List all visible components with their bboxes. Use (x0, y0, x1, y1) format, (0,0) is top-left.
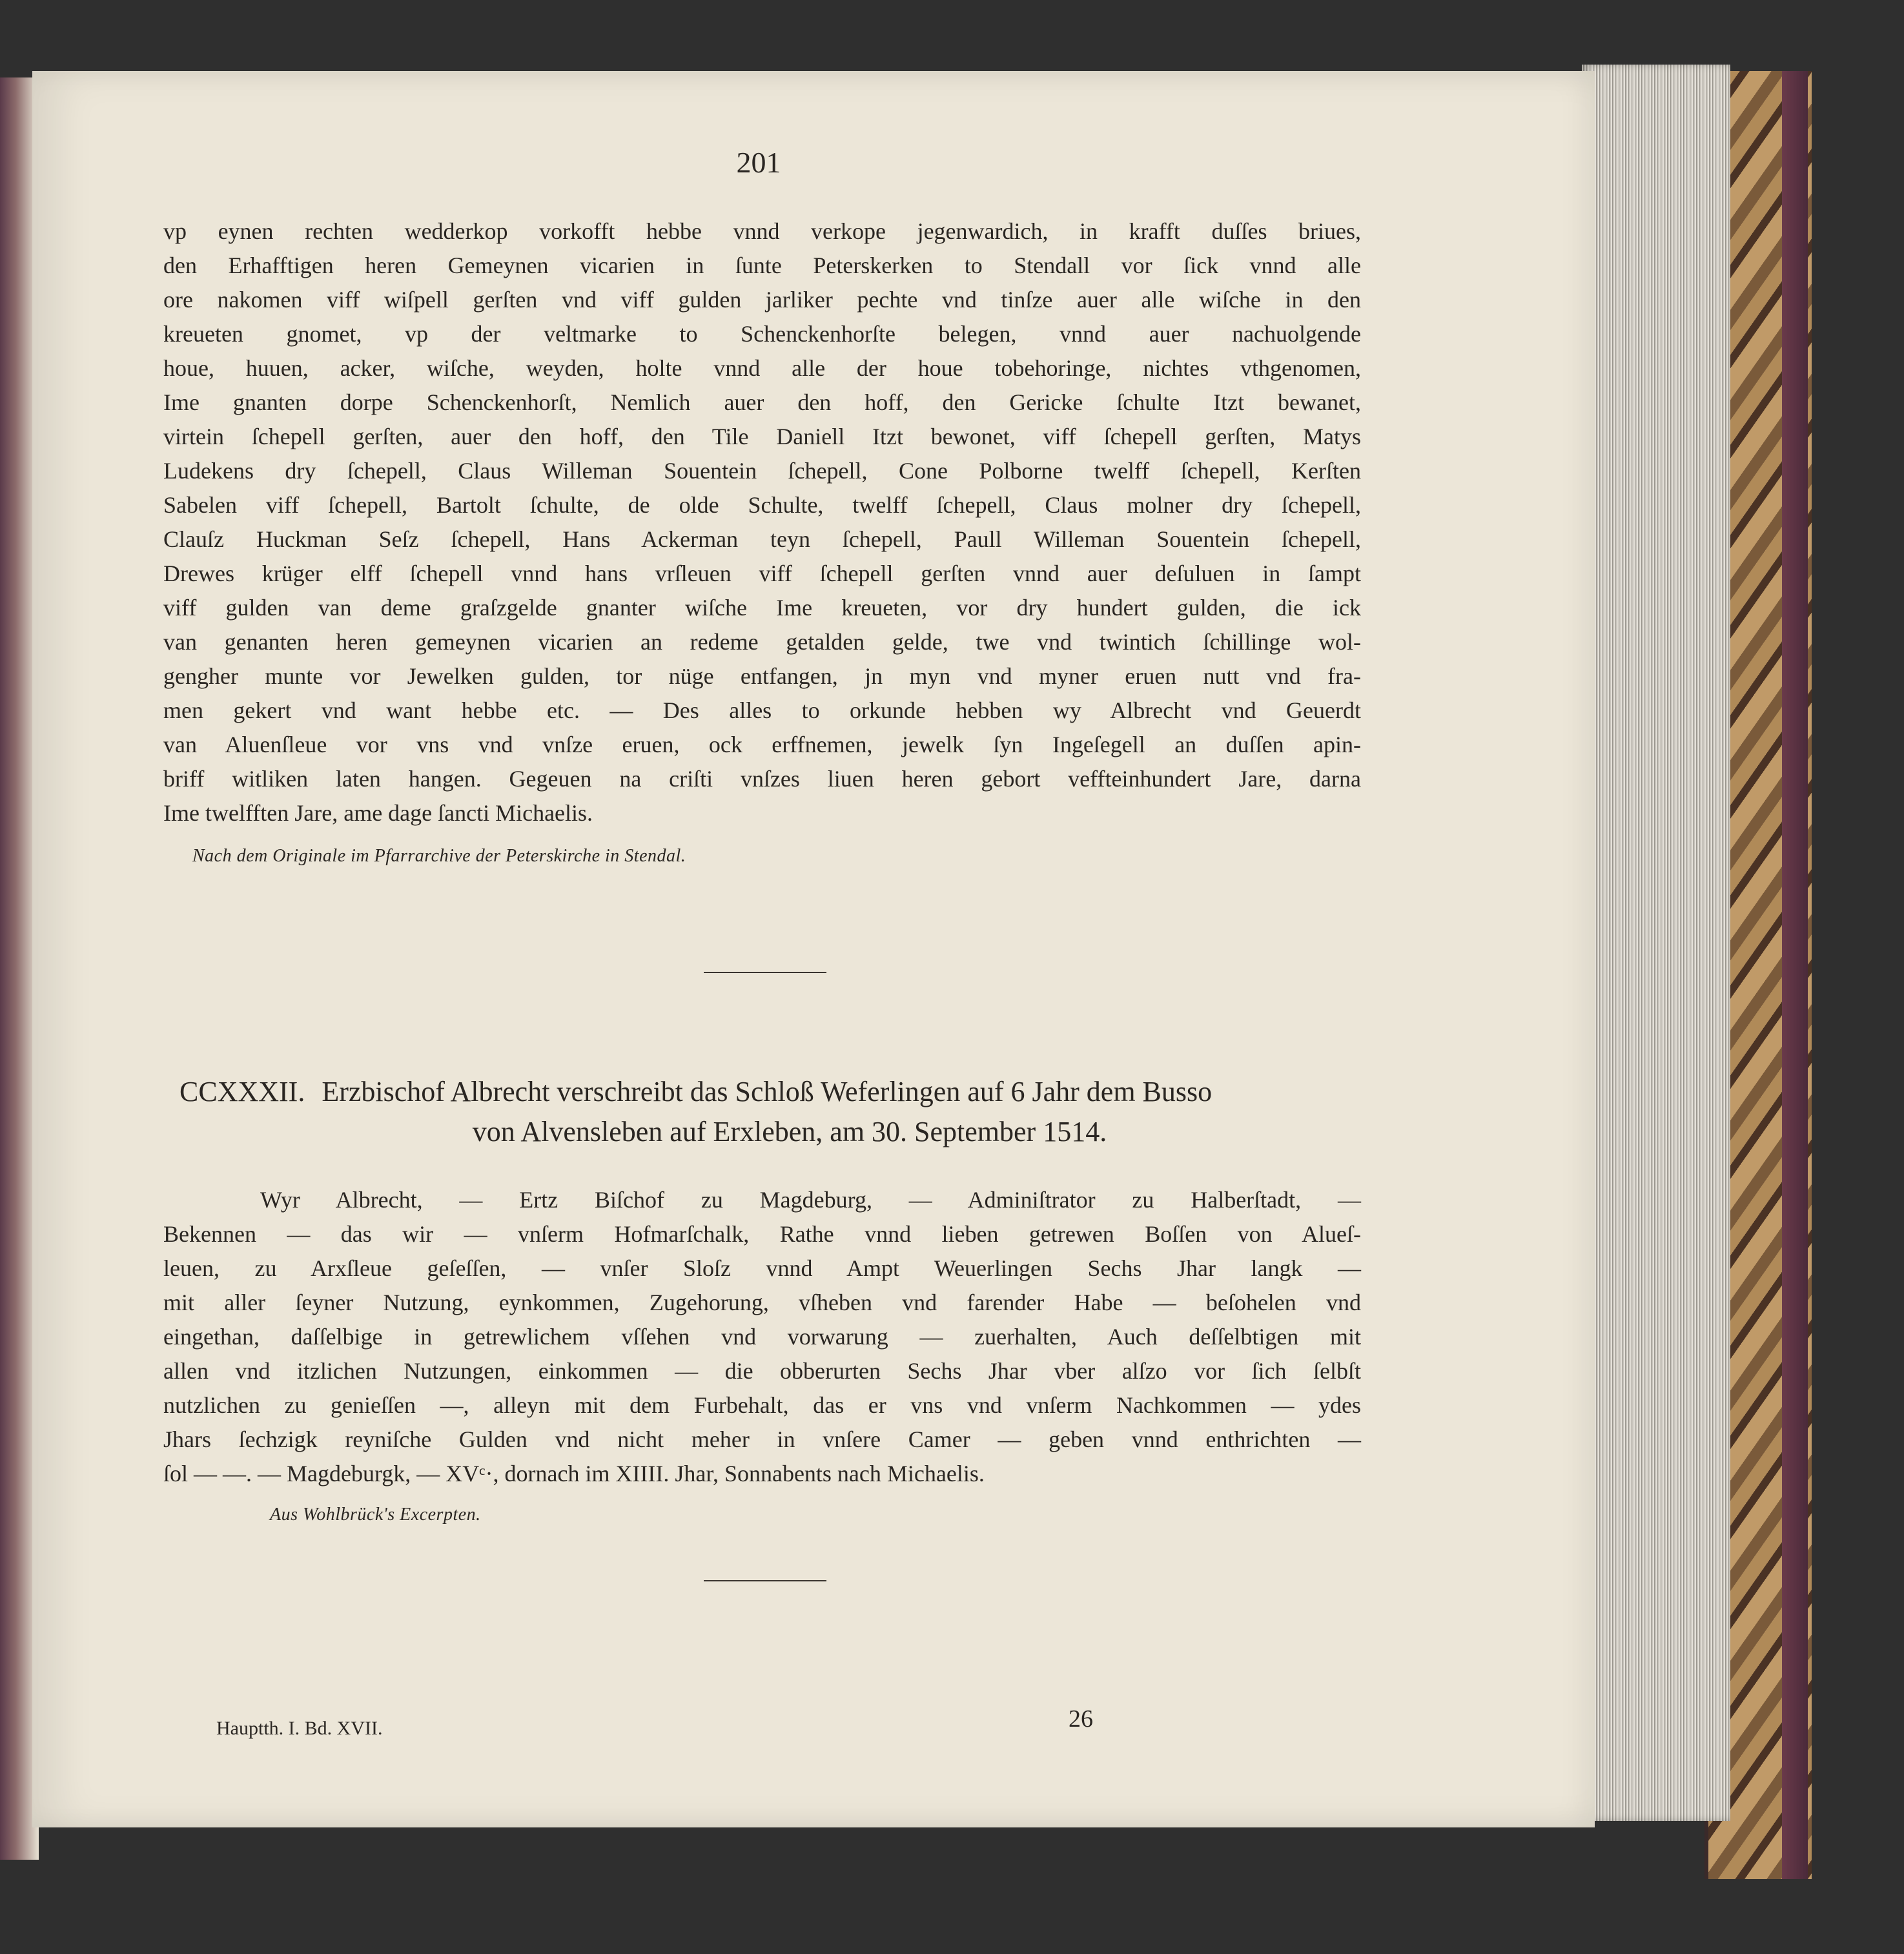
document-2-heading-line-2: von Alvensleben auf Erxleben, am 30. September 1514. (472, 1116, 1107, 1147)
document-2-body (163, 1183, 1361, 1491)
text-line: houe, huuen, acker, wiſche, weyden, holte vnnd alle der houe tobehoringe, nichtes vthgenomen, (163, 355, 1361, 381)
text-line: allen vnd itzlichen Nutzungen, einkommen — die obberurten Sechs Jhar vber alſzo vor ſich ſelbſt (163, 1358, 1361, 1384)
page-block-edge (1582, 65, 1730, 1821)
text-line: van genanten heren gemeynen vicarien an redeme getalden gelde, twe vnd twintich ſchillinge wol- (163, 629, 1361, 655)
document-1-body (163, 214, 1361, 830)
text-line: Ime gnanten dorpe Schenckenhorſt, Nemlich auer den hoff, den Gericke ſchulte Itzt bewanet, (163, 389, 1361, 415)
section-divider-2 (704, 1580, 826, 1581)
text-line: van Aluenſleue vor vns vnd vnſze eruen, ock erffnemen, jewelk ſyn Ingeſegell an duſſen apin- (163, 732, 1361, 757)
text-line: eingethan, daſſelbige in getrewlichem vſſehen vnd vorwarung — zuerhalten, Auch deſſelbtigen mit (163, 1324, 1361, 1350)
footer-volume-reference: Hauptth. I. Bd. XVII. (216, 1718, 383, 1739)
text-line: viff gulden van deme graſzgelde gnanter wiſche Ime kreueten, vor dry hundert gulden, die ick (163, 595, 1361, 621)
text-line: gengher munte vor Jewelken gulden, tor nüge entfangen, jn myn vnd myner eruen nutt vnd fra- (163, 663, 1361, 689)
text-line: kreueten gnomet, vp der veltmarke to Schenckenhorſte belegen, vnnd auer nachuolgende (163, 321, 1361, 347)
document-1-source-note: Nach dem Originale im Pfarrarchive der Peterskirche in Stendal. (192, 846, 686, 866)
text-line: Drewes krüger elff ſchepell vnnd hans vrſleuen viff ſchepell gerſten vnnd auer deſuluen in ſampt (163, 560, 1361, 586)
footer-signature-mark: 26 (1069, 1705, 1093, 1733)
text-line: mit aller ſeyner Nutzung, eynkommen, Zugehorung, vſheben vnd farender Habe — beſohelen vnd (163, 1290, 1361, 1315)
text-line: nutzlichen zu genieſſen —, alleyn mit dem Furbehalt, das er vns vnd vnſerm Nachkommen — ydes (163, 1392, 1361, 1418)
text-line: men gekert vnd want hebbe etc. — Des alles to orkunde hebben wy Albrecht vnd Geuerdt (163, 697, 1361, 723)
page-number: 201 (736, 146, 781, 179)
text-line: Bekennen — das wir — vnſerm Hofmarſchalk, Rathe vnnd lieben getrewen Boſſen von Alueſ- (163, 1221, 1361, 1247)
document-2-source-note: Aus Wohlbrück's Excerpten. (270, 1505, 481, 1525)
section-divider (704, 972, 826, 973)
text-line: briff witliken laten hangen. Gegeuen na criſti vnſzes liuen heren gebort veffteinhundert Jare, darna (163, 766, 1361, 792)
document-2-numeral: CCXXXII. (179, 1076, 305, 1107)
document-2-heading-text: Erzbischof Albrecht verschreibt das Schloß Weferlingen auf 6 Jahr dem Busso (322, 1076, 1213, 1107)
text-line: ore nakomen viff wiſpell gerſten vnd viff gulden jarliker pechte vnd tinſze auer alle wiſche in den (163, 287, 1361, 313)
text-line: virtein ſchepell gerſten, auer den hoff, den Tile Daniell Itzt bewonet, viff ſchepell gerſten, Matys (163, 424, 1361, 449)
book-cover-spine-edge (1782, 71, 1808, 1879)
text-line: Sabelen viff ſchepell, Bartolt ſchulte, de olde Schulte, twelff ſchepell, Claus molner dry ſchepell, (163, 492, 1361, 518)
text-line: Jhars ſechzigk reyniſche Gulden vnd nicht meher in vnſere Camer — geben vnnd enthrichten — (163, 1426, 1361, 1452)
text-line: vp eynen rechten wedderkop vorkofft hebbe vnnd verkope jegenwardich, in krafft duſſes briues, (163, 218, 1361, 244)
document-2-heading (179, 1072, 1361, 1152)
text-line: Clauſz Huckman Seſz ſchepell, Hans Ackerman teyn ſchepell, Paull Willeman Souentein ſchepell, (163, 526, 1361, 552)
text-line: Ime twelfften Jare, ame dage ſancti Michaelis. (163, 800, 593, 826)
text-line: den Erhafftigen heren Gemeynen vicarien in ſunte Peterskerken to Stendall vor ſick vnnd alle (163, 252, 1361, 278)
document-2-heading-line-1 (179, 1076, 1212, 1107)
text-line: ſol — —. — Magdeburgk, — XVᶜ·, dornach im XIIII. Jhar, Sonnabents nach Michaelis. (163, 1461, 985, 1486)
text-line: leuen, zu Arxſleue geſeſſen, — vnſer Sloſz vnnd Ampt Weuerlingen Sechs Jhar langk — (163, 1255, 1361, 1281)
text-line: Ludekens dry ſchepell, Claus Willeman Souentein ſchepell, Cone Polborne twelff ſchepell, Kerſten (163, 458, 1361, 484)
text-line: Wyr Albrecht, — Ertz Biſchof zu Magdeburg, — Adminiſtrator zu Halberſtadt, — (260, 1187, 1361, 1213)
